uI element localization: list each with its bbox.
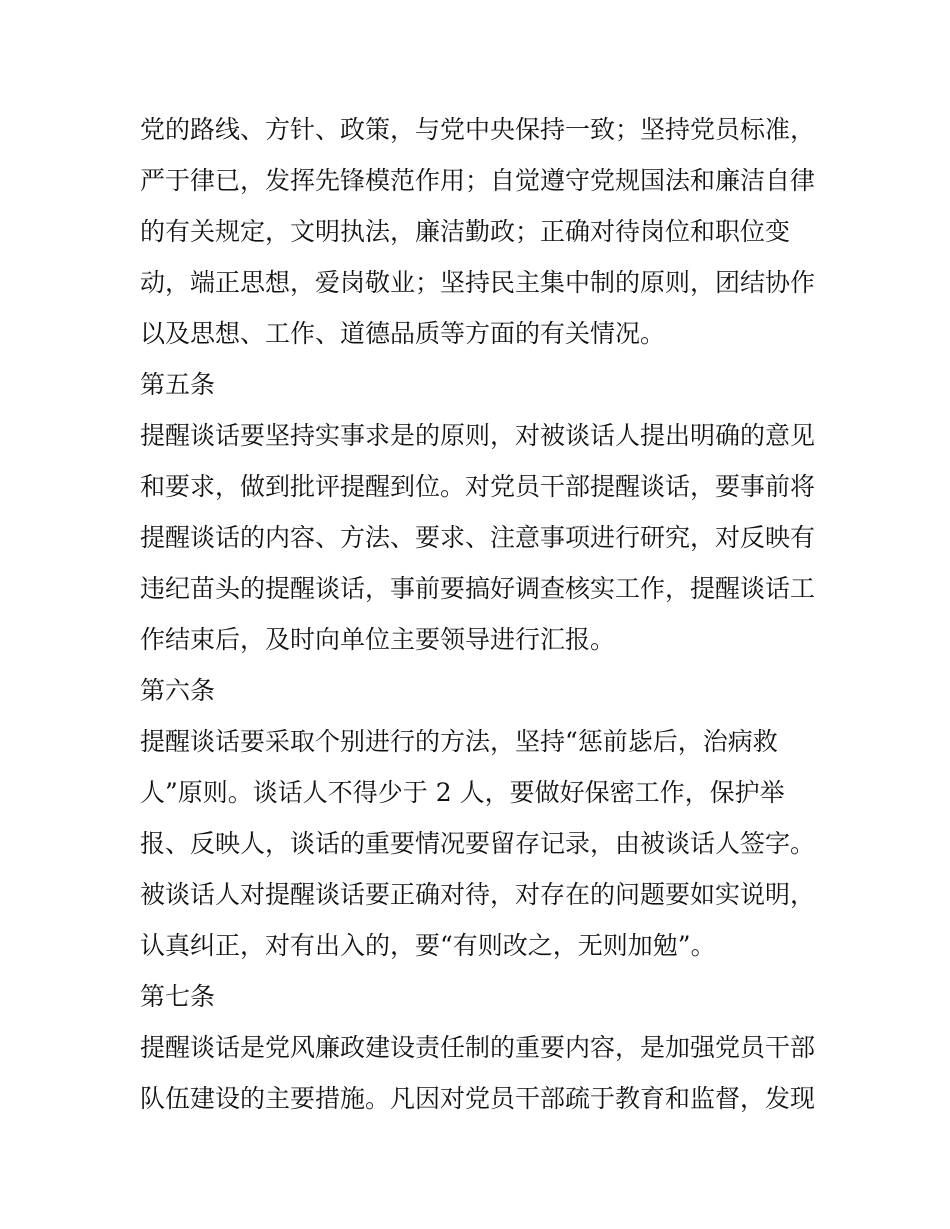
paragraph-line: 提醒谈话的内容、方法、要求、注意事项进行研究，对反映有 (140, 523, 816, 552)
paragraph-line: 严于律已，发挥先锋模范作用；自觉遵守党规国法和廉洁自律 (140, 166, 816, 195)
article-heading-5: 第五条 (140, 370, 216, 399)
paragraph-line: 报、反映人，谈话的重要情况要留存记录，由被谈话人签字。 (140, 829, 816, 858)
paragraph-line: 提醒谈话要坚持实事求是的原则，对被谈话人提出明确的意见 (140, 421, 816, 450)
paragraph-line: 动，端正思想，爱岗敬业；坚持民主集中制的原则，团结协作 (140, 268, 816, 297)
paragraph-line: 党的路线、方针、政策，与党中央保持一致；坚持党员标准， (140, 115, 816, 144)
article-heading-6: 第六条 (140, 676, 216, 705)
paragraph-line: 作结束后，及时向单位主要领导进行汇报。 (140, 625, 616, 654)
paragraph-line: 违纪苗头的提醒谈话，事前要搞好调查核实工作，提醒谈话工 (140, 574, 816, 603)
paragraph-line: 队伍建设的主要措施。凡因对党员干部疏于教育和监督，发现 (140, 1084, 816, 1113)
paragraph-line: 以及思想、工作、道德品质等方面的有关情况。 (140, 319, 666, 348)
document-body (140, 104, 820, 1124)
paragraph-line: 和要求，做到批评提醒到位。对党员干部提醒谈话，要事前将 (140, 472, 816, 501)
paragraph-line: 提醒谈话是党风廉政建设责任制的重要内容，是加强党员干部 (140, 1033, 816, 1062)
paragraph-line: 提醒谈话要采取个别进行的方法，坚持“惩前毖后，治病救 (140, 727, 778, 756)
paragraph-line: 认真纠正，对有出入的，要“有则改之，无则加勉”。 (140, 931, 716, 960)
paragraph-line: 的有关规定，文明执法，廉洁勤政；正确对待岗位和职位变 (140, 217, 791, 246)
paragraph-line: 被谈话人对提醒谈话要正确对待，对存在的问题要如实说明， (140, 880, 816, 909)
article-heading-7: 第七条 (140, 982, 216, 1011)
paragraph-line: 人”原则。谈话人不得少于 2 人，要做好保密工作，保护举 (140, 778, 785, 807)
